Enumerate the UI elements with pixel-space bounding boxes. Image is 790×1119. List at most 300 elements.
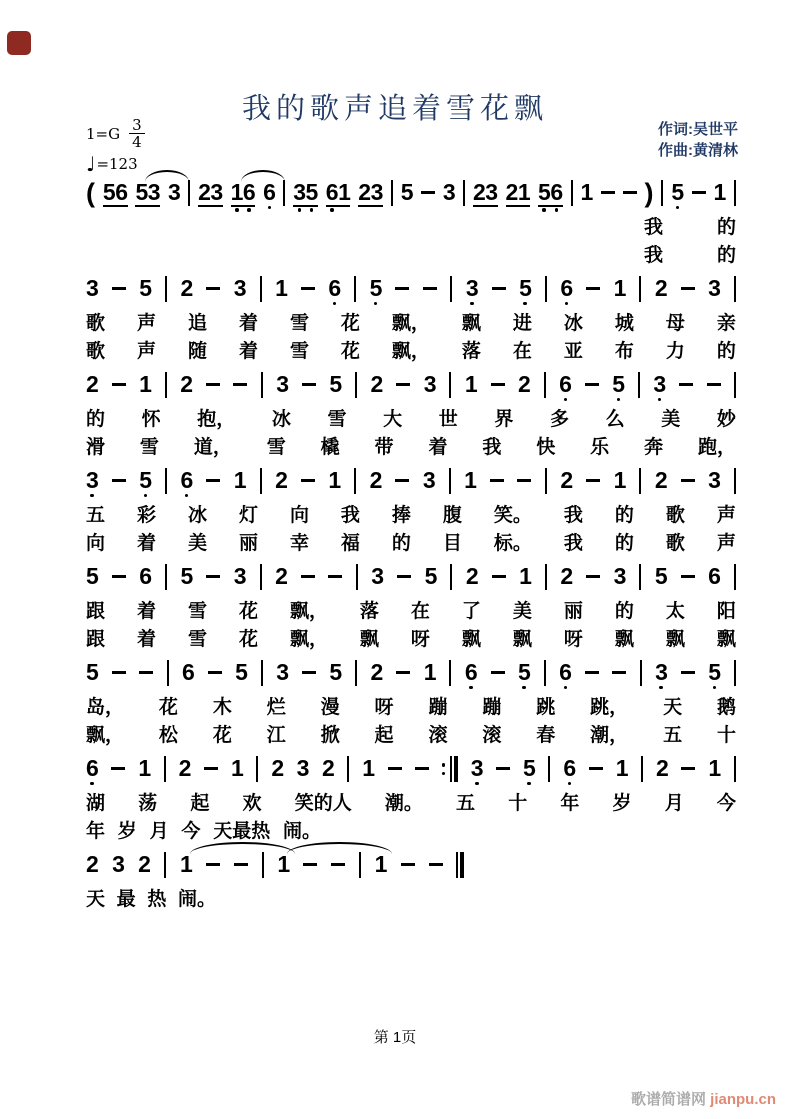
dash [601, 191, 615, 194]
note-token [86, 372, 98, 396]
lyric-syllable: 的 [716, 245, 736, 266]
dash-token [112, 372, 126, 386]
lyric-syllable: 腹 [442, 505, 462, 526]
note-token [198, 180, 223, 207]
note-token [231, 180, 256, 214]
dash [589, 767, 603, 770]
barline [734, 564, 736, 590]
barline [639, 276, 641, 302]
dash-token [589, 756, 603, 770]
lyric-syllable: 向 [289, 505, 309, 526]
barline [165, 564, 167, 590]
lyric-syllable: 的 [614, 505, 634, 526]
lyric-syllable: 跟 [86, 629, 106, 650]
lyrics-row [86, 528, 736, 555]
lyric-syllable: 雪 [266, 437, 286, 458]
dash-token [517, 468, 531, 482]
lyric-syllable: 飘， [391, 313, 430, 334]
dash [328, 575, 342, 578]
note-number: 56 [538, 179, 563, 205]
lyric-syllable: 丽 [563, 601, 583, 622]
lyric-syllable: 歌 [665, 533, 685, 554]
lyric-syllable: 世 [438, 409, 458, 430]
note-number: 2 [321, 755, 335, 781]
barline [165, 372, 167, 398]
dash-token [492, 564, 506, 578]
note-number: 61 [325, 179, 351, 205]
barline [641, 756, 643, 782]
note-token [466, 564, 478, 588]
dash [206, 479, 220, 482]
lyric-syllable: 木 [212, 697, 232, 718]
dash-token [388, 756, 402, 770]
lyric-syllable: 向 [86, 533, 106, 554]
lyric-syllable: 我 [482, 437, 502, 458]
dash [585, 383, 599, 386]
note-number: 3 [371, 563, 384, 589]
dash [302, 671, 316, 674]
octave-dots [370, 300, 382, 307]
note-token [86, 756, 98, 787]
lyric-syllable: 城 [614, 313, 634, 334]
lyric-syllable: 的 [716, 341, 736, 362]
note-token [655, 276, 667, 300]
barline [449, 372, 451, 398]
dash [415, 767, 429, 770]
key-signature: 1=G [86, 124, 121, 143]
dash [401, 863, 415, 866]
lyric-syllable: 美 [512, 601, 532, 622]
lyric-syllable: 雪 [289, 341, 309, 362]
note-number: 2 [560, 467, 573, 493]
note-token [371, 564, 383, 588]
lyrics-row [644, 240, 736, 267]
barline [256, 756, 258, 782]
note-token [523, 756, 535, 787]
notation-line [86, 852, 464, 888]
meter-numerator: 3 [129, 117, 145, 134]
barline [262, 852, 264, 878]
note-token [518, 372, 530, 396]
lyric-syllable: 的 [391, 533, 411, 554]
lyric-syllable: 飘， [289, 601, 328, 622]
lyric-syllable: 花 [212, 725, 232, 746]
lyric-syllable: 的 [86, 409, 106, 430]
note-number: 1 [277, 851, 290, 877]
dash [204, 767, 218, 770]
octave-dots [326, 207, 351, 214]
dash-token [397, 564, 411, 578]
dash-token [395, 276, 409, 290]
lyric-syllable: 着 [238, 313, 258, 334]
barline [639, 468, 641, 494]
dash-token [429, 852, 443, 866]
barline [449, 660, 451, 686]
lyric-syllable: 岁 [612, 793, 632, 814]
barline [545, 564, 547, 590]
note-token [560, 276, 572, 307]
note-token [322, 756, 334, 780]
note-number: 1 [613, 275, 626, 301]
note-token [708, 276, 720, 300]
dash [112, 575, 126, 578]
dash [586, 479, 600, 482]
lyric-syllable: 飘 [716, 629, 736, 650]
octave-dots [181, 492, 193, 499]
lyric-syllable: 年 [560, 793, 580, 814]
note-token [276, 660, 288, 684]
note-number: 3 [470, 755, 484, 781]
dash-token [681, 468, 695, 482]
barline [545, 276, 547, 302]
note-token [139, 468, 151, 499]
dash-token [206, 276, 220, 290]
lyric-syllable: 多 [550, 409, 570, 430]
note-token [653, 372, 665, 403]
barline [449, 468, 451, 494]
dash-token [302, 660, 316, 674]
note-token [443, 180, 455, 204]
dash-token [415, 756, 429, 770]
lyric-syllable: 落 [359, 601, 379, 622]
note-number: 1 [275, 275, 288, 301]
note-number: 1 [713, 179, 726, 205]
note-number: 5 [86, 659, 99, 685]
note-token [275, 276, 287, 300]
dash-token [681, 276, 695, 290]
note-number: 2 [656, 755, 669, 781]
note-number: 5 [671, 179, 684, 205]
octave-dots [523, 780, 535, 787]
lyric-syllable: 奔 [644, 437, 664, 458]
note-token [519, 276, 531, 307]
barline [354, 276, 356, 302]
lyric-syllable: 岛， [86, 697, 125, 718]
note-token [234, 468, 246, 492]
barline [355, 660, 357, 686]
note-number: 3 [86, 467, 99, 493]
lyric-syllable: 五 [663, 725, 683, 746]
note-token [465, 660, 477, 691]
lyric-syllable: 年 [86, 821, 106, 842]
note-token [297, 756, 309, 780]
final-barline [456, 852, 464, 878]
barline [463, 180, 465, 206]
note-number: 1 [464, 371, 478, 397]
lyric-syllable: 今 [181, 821, 201, 842]
dash [681, 671, 695, 674]
lyric-syllable: 跑， [697, 437, 736, 458]
dash-token [681, 564, 695, 578]
dash-token [586, 276, 600, 290]
lyric-syllable: 界 [494, 409, 514, 430]
dash-token [301, 564, 315, 578]
note-number: 2 [654, 467, 668, 493]
note-number: 5 [329, 371, 342, 397]
octave-dots [328, 300, 340, 307]
note-number: 1 [708, 755, 721, 781]
note-number: 35 [293, 179, 318, 205]
note-token [86, 564, 98, 588]
octave-dots [465, 684, 477, 691]
lyric-syllable: 我 [644, 217, 664, 238]
note-number: 1 [230, 755, 244, 781]
note-token [614, 564, 626, 588]
note-number: 3 [296, 755, 309, 781]
dash [301, 287, 315, 290]
barline [260, 564, 262, 590]
barline [347, 756, 349, 782]
lyric-syllable: 春 [536, 725, 556, 746]
dash-token [490, 468, 504, 482]
note-token [655, 660, 667, 691]
note-number: 6 [263, 179, 276, 205]
dash [111, 767, 125, 770]
lyric-syllable: 的 [716, 217, 736, 238]
dash-token [328, 564, 342, 578]
dash [679, 383, 693, 386]
note-token [182, 660, 194, 684]
lyric-syllable: 五 [86, 505, 106, 526]
note-number: 5 [654, 563, 668, 589]
note-number: 23 [473, 179, 498, 205]
dash-token [204, 756, 218, 770]
dash-token [623, 180, 637, 194]
note-number: 2 [86, 371, 99, 397]
dash-token [586, 468, 600, 482]
lyric-syllable: 随 [187, 341, 207, 362]
note-token [139, 372, 151, 396]
note-number: 2 [517, 371, 531, 397]
dash [491, 383, 505, 386]
barline [639, 564, 641, 590]
lyric-syllable: 笑。 [493, 505, 532, 526]
note-token [612, 372, 624, 403]
lyrics-row [86, 788, 736, 815]
lyric-syllable: 着 [238, 341, 258, 362]
note-number: 6 [328, 275, 341, 301]
dash [429, 863, 443, 866]
dash [585, 671, 599, 674]
note-number: 5 [400, 179, 414, 205]
note-number: 1 [179, 851, 193, 877]
note-token [656, 756, 668, 780]
page-title: 我的歌声追着雪花飘 [241, 93, 548, 125]
note-token [563, 756, 575, 787]
notation-line [86, 756, 736, 792]
barline [450, 276, 452, 302]
lyric-syllable: 滑 [86, 437, 106, 458]
lyric-syllable: 着 [136, 629, 156, 650]
octave-dots [559, 684, 571, 691]
dash [301, 479, 315, 482]
note-token [168, 180, 180, 204]
note-number: 1 [613, 467, 626, 493]
lyric-syllable: 雪 [139, 437, 159, 458]
lyrics-row [86, 596, 736, 623]
note-number: 3 [442, 179, 456, 205]
lyrics-row [86, 308, 736, 335]
lyric-syllable: 笑的人 [294, 793, 352, 814]
lyric-syllable: 飘 [665, 629, 685, 650]
dash [233, 383, 247, 386]
note-number: 2 [370, 371, 383, 397]
lyric-syllable: 了 [461, 601, 481, 622]
dash-token [585, 660, 599, 674]
note-token [180, 852, 192, 876]
lyric-syllable: 天 [663, 697, 683, 718]
note-token [401, 180, 413, 204]
lyric-syllable: 着 [136, 601, 156, 622]
lyric-syllable: 飘， [86, 725, 125, 746]
lyric-syllable: 五 [456, 793, 476, 814]
lyric-syllable: 雪 [327, 409, 347, 430]
note-token [466, 276, 478, 307]
dash [681, 767, 695, 770]
note-number: 21 [505, 179, 531, 205]
note-number: 3 [86, 275, 99, 301]
notation-line [86, 180, 736, 216]
note-token [362, 756, 374, 780]
note-number: 23 [358, 179, 383, 205]
note-number: 6 [559, 659, 572, 685]
barline [450, 564, 452, 590]
lyric-syllable: 月 [149, 821, 169, 842]
lyric-syllable: 亲 [716, 313, 736, 334]
note-token [473, 180, 498, 207]
note-number: 1 [138, 755, 151, 781]
notation-line [86, 468, 736, 504]
note-number: 6 [563, 755, 576, 781]
lyric-syllable: 雪 [187, 601, 207, 622]
dash-token [586, 564, 600, 578]
dash-token [601, 180, 615, 194]
lyric-syllable: 呀 [410, 629, 430, 650]
dash-token [681, 660, 695, 674]
lyric-syllable: 着 [136, 533, 156, 554]
dash [395, 479, 409, 482]
note-token [277, 852, 289, 876]
barline [571, 180, 573, 206]
note-token [180, 372, 192, 396]
note-token [614, 468, 626, 492]
note-number: 1 [374, 851, 387, 877]
dash [234, 863, 248, 866]
note-token [86, 276, 98, 300]
note-token [465, 372, 477, 396]
note-number: 6 [86, 755, 99, 781]
lyric-syllable: 声 [136, 341, 156, 362]
lyric-syllable: 亚 [563, 341, 583, 362]
note-number: 3 [613, 563, 626, 589]
lyric-syllable: 冰 [563, 313, 583, 334]
octave-dots [519, 300, 531, 307]
note-token [538, 180, 563, 214]
octave-dots [86, 780, 98, 787]
note-number: 3 [653, 371, 666, 397]
lyric-syllable: 漫 [320, 697, 340, 718]
lyric-syllable: 飘 [512, 629, 532, 650]
dash [301, 575, 315, 578]
note-token [424, 660, 436, 684]
lyric-syllable: 美 [661, 409, 681, 430]
note-number: 3 [233, 563, 247, 589]
note-number: 3 [276, 659, 289, 685]
note-token [293, 180, 318, 214]
note-token [616, 756, 628, 780]
barline [640, 660, 642, 686]
lyric-syllable: 母 [665, 313, 685, 334]
barline [164, 852, 166, 878]
lyric-syllable: 蹦 [428, 697, 448, 718]
lyric-syllable: 飘， [289, 629, 328, 650]
note-token [181, 468, 193, 499]
dash [692, 191, 706, 194]
dash [707, 383, 721, 386]
dash [303, 863, 317, 866]
octave-dots [671, 204, 683, 211]
lyric-syllable: 力 [665, 341, 685, 362]
barline [283, 180, 285, 206]
note-token [235, 660, 247, 684]
note-token [423, 468, 435, 492]
dash [623, 191, 637, 194]
note-token [181, 276, 193, 300]
lyric-syllable: 我 [563, 505, 583, 526]
note-token [138, 756, 150, 780]
dash [112, 479, 126, 482]
dash-token [233, 372, 247, 386]
note-number: 2 [180, 275, 193, 301]
note-token [179, 756, 191, 780]
note-token [86, 660, 98, 684]
note-number: 5 [519, 275, 532, 301]
dash-token [112, 468, 126, 482]
note-number: 2 [369, 467, 382, 493]
note-number: 5 [139, 467, 152, 493]
note-token [181, 564, 193, 588]
note-token [138, 852, 150, 876]
octave-dots [655, 684, 667, 691]
note-number: 2 [370, 659, 383, 685]
lyric-syllable: 松 [158, 725, 178, 746]
lyric-syllable: 捧 [391, 505, 411, 526]
note-token [655, 564, 667, 588]
lyric-syllable: 闹。 [177, 889, 216, 910]
note-token [471, 756, 483, 787]
note-number: 2 [271, 755, 284, 781]
note-token [560, 564, 572, 588]
lyric-syllable: 起 [374, 725, 394, 746]
lyricist-credit: 作词:吴世平 [658, 121, 738, 138]
note-token [375, 852, 387, 876]
lyric-syllable: 呀 [374, 697, 394, 718]
note-number: 3 [655, 659, 668, 685]
lyric-syllable: 歌 [665, 505, 685, 526]
note-token [328, 468, 340, 492]
dash-token [496, 756, 510, 770]
octave-dots [139, 492, 151, 499]
lyric-syllable: 幸 [289, 533, 309, 554]
notation-line [86, 276, 736, 312]
lyric-syllable: 落 [461, 341, 481, 362]
notation-line [86, 564, 736, 600]
lyric-syllable: 追 [187, 313, 207, 334]
lyric-syllable: 湖 [86, 793, 106, 814]
lyric-syllable: 声 [716, 505, 736, 526]
dash [388, 767, 402, 770]
barline [544, 660, 546, 686]
